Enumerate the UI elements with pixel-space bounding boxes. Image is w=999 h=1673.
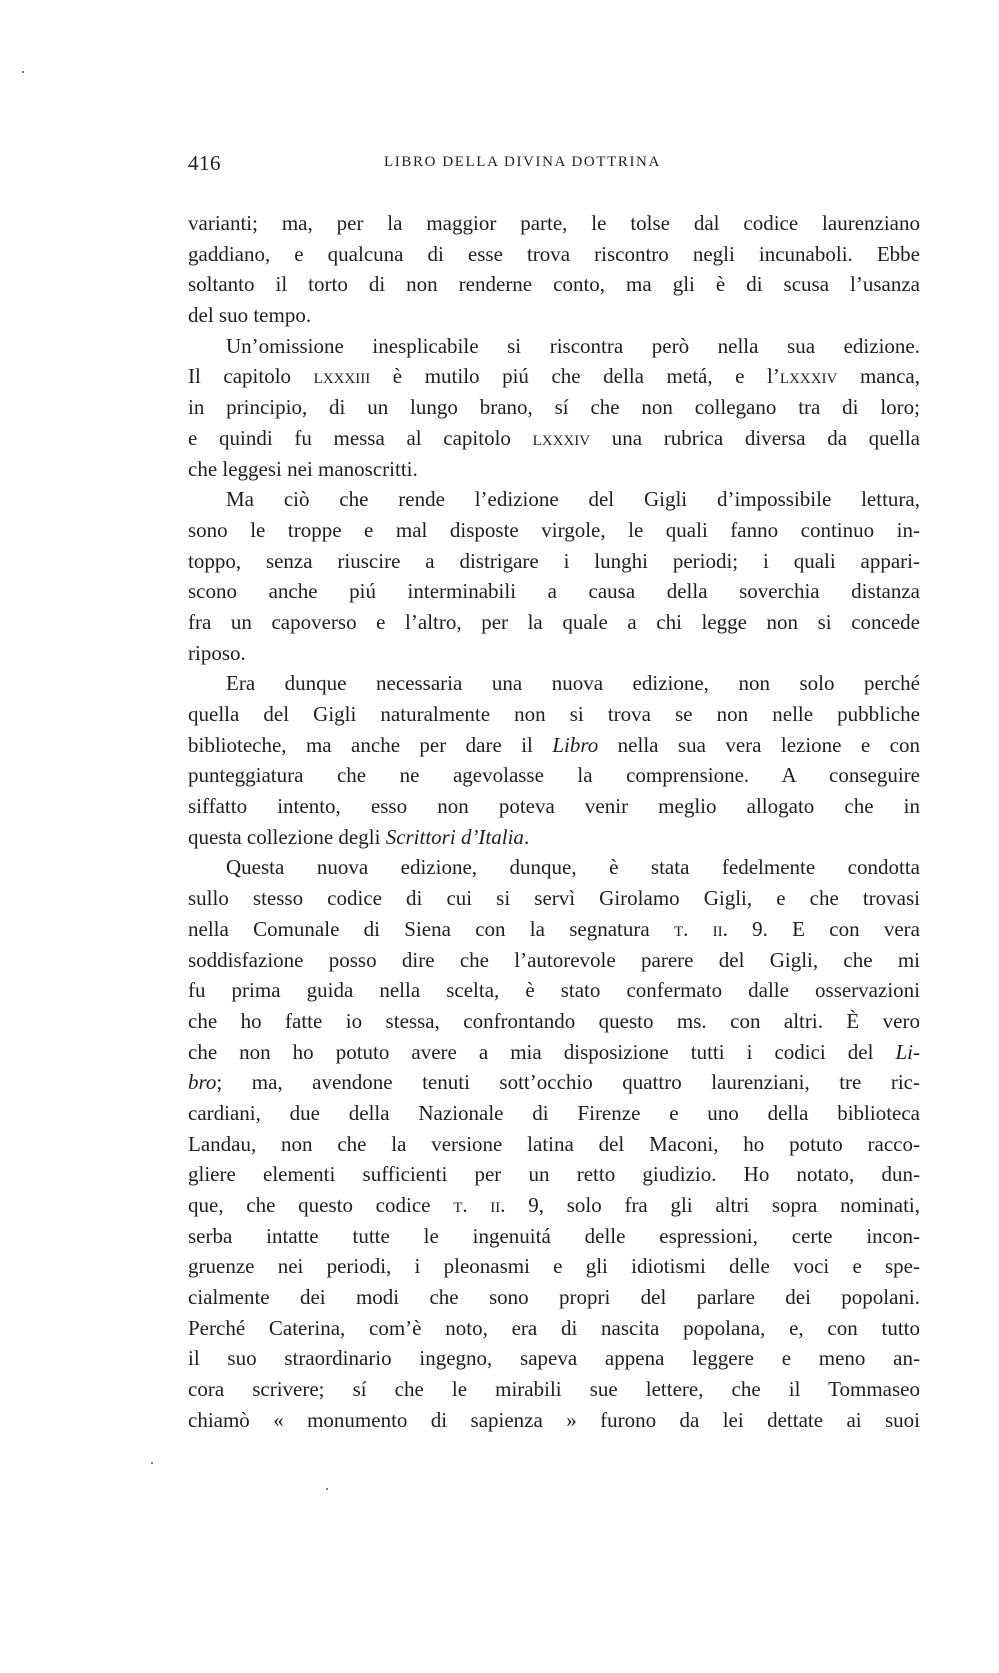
text-line: fra un capoverso e l’altro, per la quale a chi legge non si concede bbox=[188, 609, 920, 634]
text-line: varianti; ma, per la maggior parte, le tolse dal codice laurenziano bbox=[188, 211, 920, 235]
text-line: Ma ciò che rende l’edizione del Gigli d’impossibile lettura, bbox=[226, 487, 920, 512]
text-line: cialmente dei modi che sono propri del parlare dei popolani. bbox=[188, 1285, 920, 1310]
text-line: del suo tempo. bbox=[188, 303, 312, 328]
text-line: soltanto il torto di non renderne conto, ma gli è di scusa l’usanza bbox=[188, 272, 920, 297]
paragraph bbox=[188, 668, 920, 852]
scan-speck bbox=[326, 1488, 328, 1490]
text-line: scono anche piú interminabili a causa della soverchia distanza bbox=[188, 579, 920, 604]
text-line: nella Comunale di Siena con la segnatura t. ii. 9. E con vera bbox=[188, 916, 920, 941]
text-line: che leggesi nei manoscritti. bbox=[188, 456, 418, 481]
running-head: LIBRO DELLA DIVINA DOTTRINA bbox=[384, 154, 661, 170]
text-line: gaddiano, e qualcuna di esse trova riscontro negli incunaboli. Ebbe bbox=[188, 241, 920, 266]
text-line: sono le troppe e mal disposte virgole, le quali fanno continuo in- bbox=[188, 517, 920, 542]
text-line: Il capitolo lxxxiii è mutilo piú che della metá, e l’lxxxiv manca, bbox=[188, 364, 920, 389]
text-line: que, che questo codice t. ii. 9, solo fra gli altri sopra nominati, bbox=[188, 1193, 920, 1217]
text-line: gruenze nei periodi, i pleonasmi e gli idiotismi delle voci e spe- bbox=[188, 1254, 920, 1279]
text-line: cora scrivere; sí che le mirabili sue lettere, che il Tommaseo bbox=[188, 1377, 920, 1402]
text-line: che ho fatte io stessa, confrontando questo ms. con altri. È vero bbox=[188, 1008, 920, 1033]
text-line: Un’omissione inesplicabile si riscontra però nella sua edizione. bbox=[226, 333, 920, 358]
page-header bbox=[188, 151, 922, 181]
text-line: quella del Gigli naturalmente non si trova se non nelle pubbliche bbox=[188, 702, 920, 726]
paragraph bbox=[188, 484, 920, 668]
text-line: Era dunque necessaria una nuova edizione, non solo perché bbox=[226, 671, 920, 696]
body-text bbox=[188, 208, 920, 1436]
paragraph bbox=[188, 852, 920, 1435]
page-number: 416 bbox=[188, 151, 221, 175]
text-line: biblioteche, ma anche per dare il Libro nella sua vera lezione e con bbox=[188, 732, 920, 757]
text-line: chiamò « monumento di sapienza » furono da lei dettate ai suoi bbox=[188, 1407, 920, 1432]
paragraph bbox=[188, 331, 920, 484]
text-line: e quindi fu messa al capitolo lxxxiv una rubrica diversa da quella bbox=[188, 425, 920, 450]
text-line: riposo. bbox=[188, 640, 246, 665]
text-line: soddisfazione posso dire che l’autorevole parere del Gigli, che mi bbox=[188, 947, 920, 972]
text-line: Perché Caterina, com’è noto, era di nascita popolana, e, con tutto bbox=[188, 1315, 920, 1340]
scan-speck bbox=[151, 1462, 153, 1464]
text-line: in principio, di un lungo brano, sí che non collegano tra di loro; bbox=[188, 395, 920, 420]
scan-speck bbox=[22, 71, 24, 73]
text-line: fu prima guida nella scelta, è stato confermato dalle osservazioni bbox=[188, 978, 920, 1003]
text-line: il suo straordinario ingegno, sapeva appena leggere e meno an- bbox=[188, 1346, 920, 1371]
text-line: punteggiatura che ne agevolasse la comprensione. A conseguire bbox=[188, 763, 920, 788]
text-line: cardiani, due della Nazionale di Firenze e uno della biblioteca bbox=[188, 1100, 920, 1125]
text-line: che non ho potuto avere a mia disposizione tutti i codici del Li- bbox=[188, 1039, 920, 1064]
text-line: gliere elementi sufficienti per un retto giudizio. Ho notato, dun- bbox=[188, 1162, 920, 1187]
text-line: Questa nuova edizione, dunque, è stata fedelmente condotta bbox=[226, 855, 920, 880]
paragraph bbox=[188, 208, 920, 331]
text-line: sullo stesso codice di cui si servì Girolamo Gigli, e che trovasi bbox=[188, 886, 920, 911]
text-line: siffatto intento, esso non poteva venir meglio allogato che in bbox=[188, 794, 920, 819]
text-line: bro; ma, avendone tenuti sott’occhio quattro laurenziani, tre ric- bbox=[188, 1070, 920, 1095]
text-line: toppo, senza riuscire a distrigare i lunghi periodi; i quali appari- bbox=[188, 548, 920, 573]
text-line: questa collezione degli Scrittori d’Italia. bbox=[188, 824, 530, 849]
text-line: Landau, non che la versione latina del Maconi, ho potuto racco- bbox=[188, 1131, 920, 1156]
text-line: serba intatte tutte le ingenuitá delle espressioni, certe incon- bbox=[188, 1223, 920, 1248]
